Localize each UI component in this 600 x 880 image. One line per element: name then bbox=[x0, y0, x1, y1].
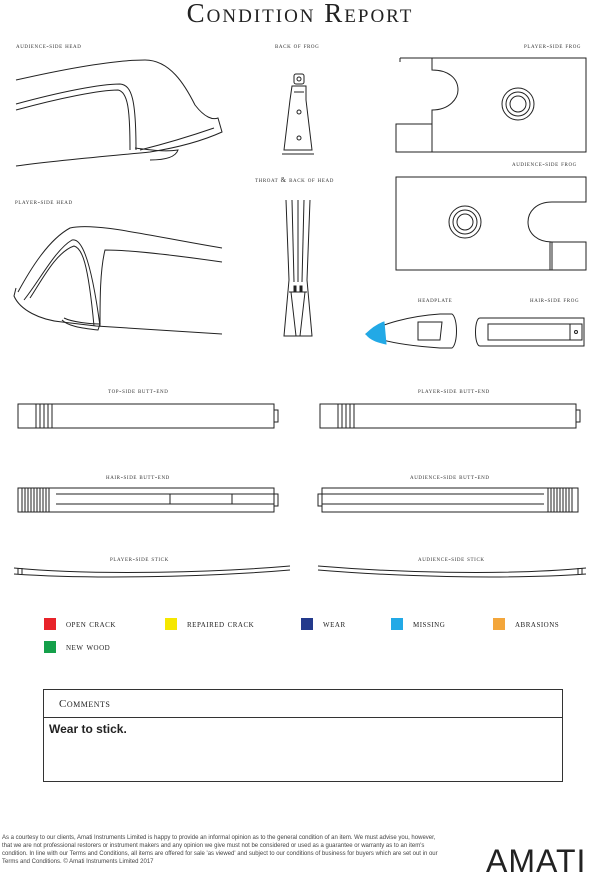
hair-side-frog-drawing bbox=[476, 318, 585, 346]
player-side-stick-drawing bbox=[14, 566, 290, 577]
legend-repaired-crack bbox=[165, 618, 254, 630]
legend-abrasions bbox=[493, 618, 559, 630]
disclaimer-text: As a courtesy to our clients, Amati Instruments Limited is happy to provide an informal opinion as to the general condition of an item. We must advise you, however, that we are not professional restorers or instrument makers and any opinion we give must not be considered or used as a guarantee or warranty as to an item's condition. In line with our Terms and Conditions, all items are offered for sale 'as viewed' and subject to our conditions of business for buyers which are set out in our Terms and Conditions. © Amati Instruments Limited 2017 bbox=[2, 835, 438, 865]
headplate-drawing bbox=[366, 314, 457, 348]
label-headplate: headplate bbox=[418, 296, 453, 304]
label-audience-side-stick: audience-side stick bbox=[418, 555, 485, 563]
audience-side-frog-drawing bbox=[396, 177, 586, 270]
player-side-butt-end-drawing bbox=[320, 404, 580, 428]
label-throat-back-of-head: throat & back of head bbox=[255, 176, 334, 184]
back-of-frog-drawing bbox=[282, 74, 314, 154]
audience-side-stick-drawing bbox=[318, 566, 586, 577]
legend-new-wood bbox=[44, 641, 110, 653]
comments-heading: Comments bbox=[44, 690, 562, 718]
label-hair-side-butt-end: hair-side butt-end bbox=[106, 473, 170, 481]
audience-side-butt-end-drawing bbox=[318, 488, 578, 512]
legend-swatch bbox=[44, 618, 56, 630]
legend-label: open crack bbox=[66, 618, 116, 630]
audience-side-head-drawing bbox=[16, 60, 222, 166]
hair-side-butt-end-drawing bbox=[18, 488, 278, 512]
missing-marking bbox=[366, 322, 386, 344]
legend-wear bbox=[301, 618, 346, 630]
top-side-butt-end-drawing bbox=[18, 404, 278, 428]
legend-swatch bbox=[165, 618, 177, 630]
player-side-head-drawing bbox=[14, 227, 222, 334]
label-audience-side-frog: audience-side frog bbox=[512, 160, 577, 168]
legend-label: new wood bbox=[66, 641, 111, 653]
player-side-frog-drawing bbox=[396, 58, 586, 152]
label-player-side-frog: player-side frog bbox=[524, 42, 582, 50]
legend-missing bbox=[391, 618, 445, 630]
label-player-side-stick: player-side stick bbox=[110, 555, 169, 563]
legend-label: wear bbox=[323, 618, 346, 630]
legend-swatch bbox=[391, 618, 403, 630]
legend-swatch bbox=[301, 618, 313, 630]
label-hair-side-frog: hair-side frog bbox=[530, 296, 580, 304]
label-audience-side-butt-end: audience-side butt-end bbox=[410, 473, 490, 481]
legend-swatch bbox=[44, 641, 56, 653]
label-audience-side-head: audience-side head bbox=[16, 42, 82, 50]
legend-swatch bbox=[493, 618, 505, 630]
legend-open-crack bbox=[44, 618, 116, 630]
comments-box bbox=[43, 689, 563, 782]
page-title: Condition Report bbox=[186, 0, 414, 28]
throat-back-of-head-drawing bbox=[284, 200, 312, 336]
label-player-side-head: player-side head bbox=[15, 198, 73, 206]
amati-logo: AMATI bbox=[486, 843, 587, 879]
comments-text[interactable]: Wear to stick. bbox=[49, 722, 127, 736]
legend-label: repaired crack bbox=[187, 618, 255, 630]
label-top-side-butt-end: top-side butt-end bbox=[108, 387, 169, 395]
legend-label: missing bbox=[413, 618, 446, 630]
legend-label: abrasions bbox=[515, 618, 560, 630]
label-back-of-frog: back of frog bbox=[275, 42, 320, 50]
label-player-side-butt-end: player-side butt-end bbox=[418, 387, 490, 395]
